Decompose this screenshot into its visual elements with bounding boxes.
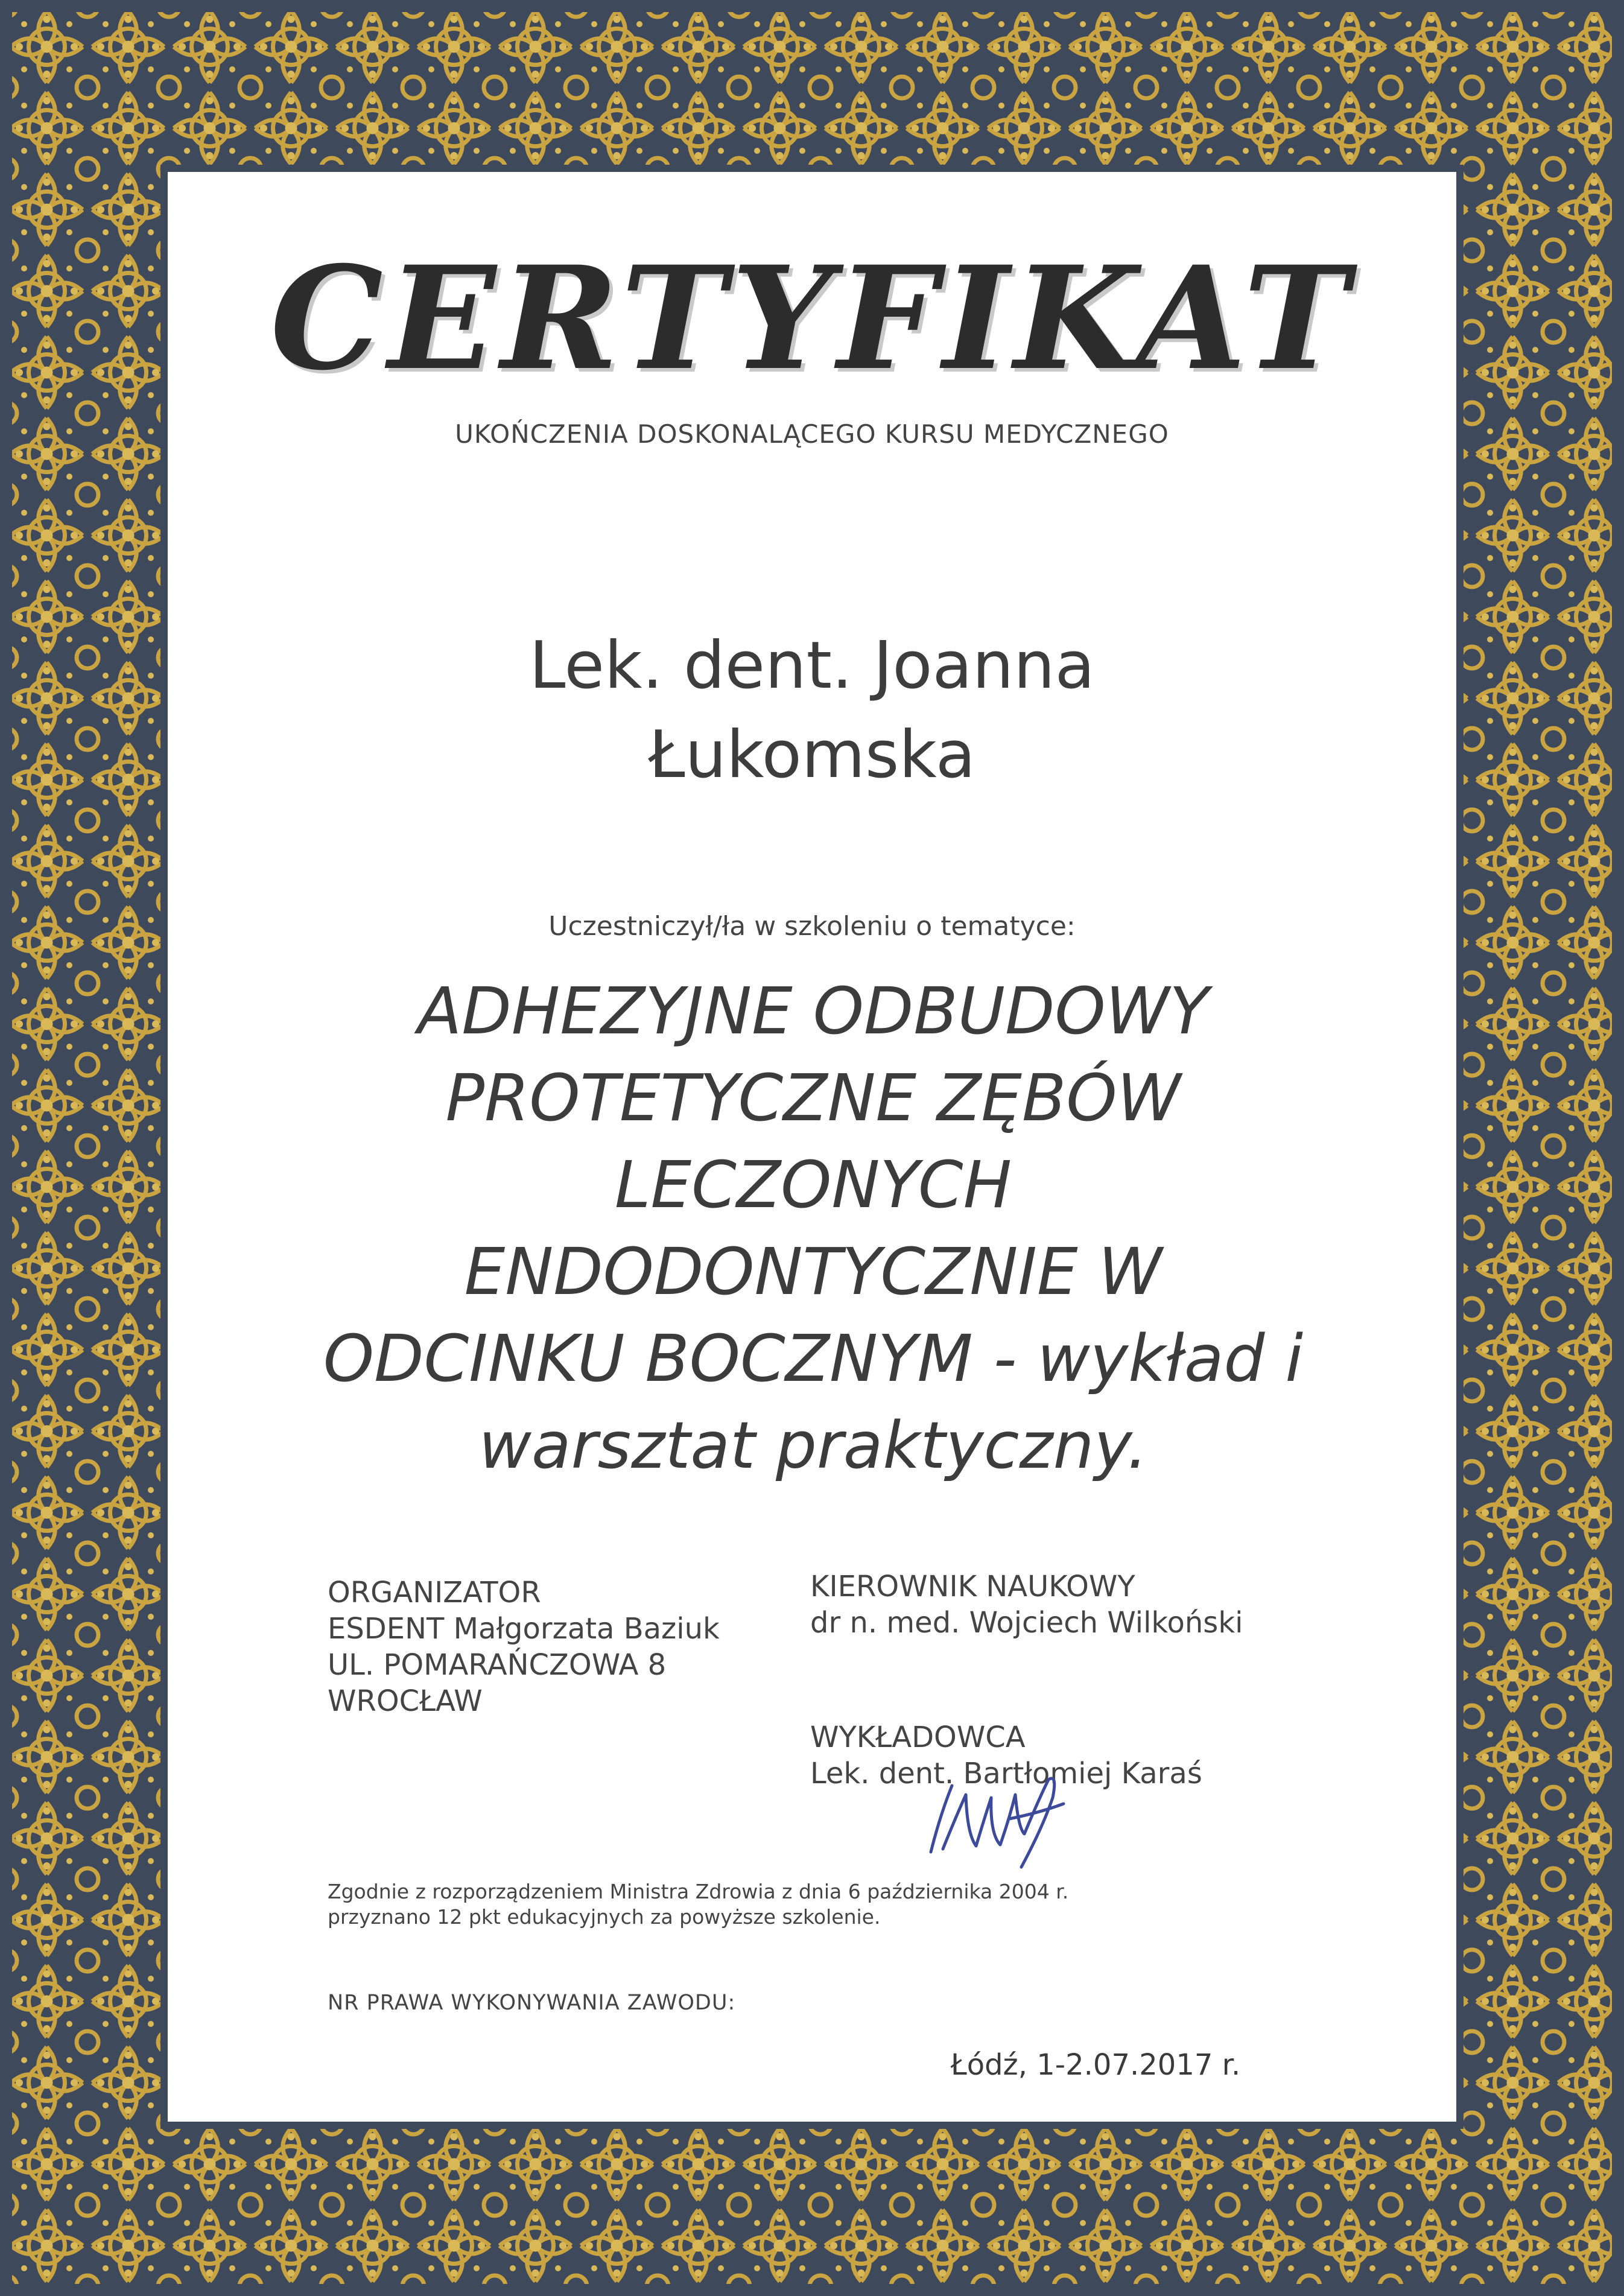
regulation-line-2: przyznano 12 pkt edukacyjnych za powyższe szkolenie. bbox=[328, 1905, 881, 1929]
certificate-subtitle: UKOŃCZENIA DOSKONALĄCEGO KURSU MEDYCZNEGO bbox=[455, 419, 1169, 449]
scientific-head-name: dr n. med. Wojciech Wilkoński bbox=[810, 1606, 1243, 1640]
course-topic-line: ODCINKU BOCZNYM - wykład i bbox=[323, 1322, 1304, 1397]
regulation-note bbox=[328, 1879, 1068, 1930]
course-topic bbox=[246, 968, 1380, 1489]
course-topic-line: warsztat praktyczny. bbox=[478, 1409, 1148, 1483]
organizer-street: UL. POMARAŃCZOWA 8 bbox=[328, 1648, 667, 1682]
license-number-label: NR PRAWA WYKONYWANIA ZAWODU: bbox=[328, 1991, 736, 2015]
organizer-block bbox=[328, 1575, 720, 1719]
lecturer-heading: WYKŁADOWCA bbox=[810, 1720, 1026, 1754]
signature-icon bbox=[919, 1762, 1070, 1876]
certificate-panel bbox=[168, 172, 1456, 2122]
scientific-head-heading: KIEROWNIK NAUKOWY bbox=[810, 1570, 1135, 1603]
place-and-date: Łódź, 1-2.07.2017 r. bbox=[950, 2048, 1241, 2082]
certificate-title: CERTYFIKAT bbox=[270, 235, 1354, 402]
regulation-line-1: Zgodnie z rozporządzeniem Ministra Zdrowia z dnia 6 października 2004 r. bbox=[328, 1880, 1069, 1903]
organizer-heading: ORGANIZATOR bbox=[328, 1576, 541, 1609]
course-topic-line: LECZONYCH bbox=[614, 1148, 1012, 1223]
scientific-head-block bbox=[810, 1568, 1243, 1641]
recipient-name-line-2: Łukomska bbox=[648, 717, 976, 793]
course-topic-line: ADHEZYJNE ODBUDOWY bbox=[417, 974, 1209, 1049]
course-topic-line: PROTETYCZNE ZĘBÓW bbox=[445, 1061, 1181, 1136]
course-topic-line: ENDODONTYCZNIE W bbox=[464, 1235, 1162, 1310]
recipient-name-line-1: Lek. dent. Joanna bbox=[529, 628, 1095, 703]
organizer-name: ESDENT Małgorzata Baziuk bbox=[328, 1612, 720, 1646]
organizer-city: WROCŁAW bbox=[328, 1684, 483, 1718]
lecturer-name: Lek. dent. Bartłomiej Karaś bbox=[810, 1757, 1202, 1790]
recipient-name bbox=[168, 621, 1456, 800]
course-intro: Uczestniczył/ła w szkoleniu o tematyce: bbox=[548, 911, 1076, 942]
